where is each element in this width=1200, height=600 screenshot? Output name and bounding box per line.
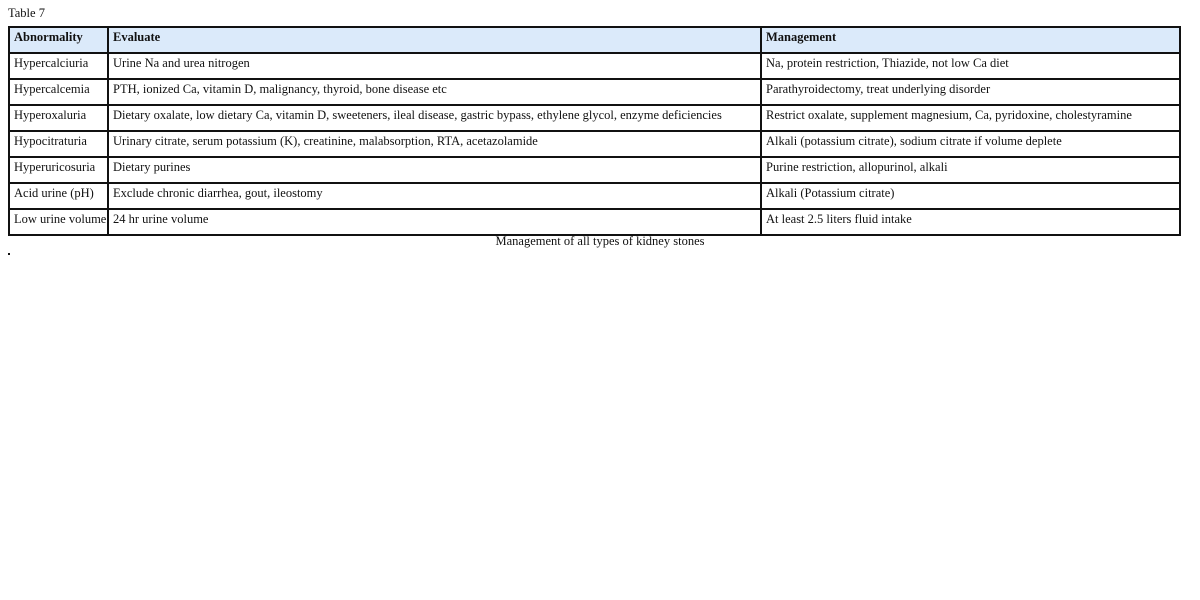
cell-abnormality: Hypercalcemia [9, 79, 108, 105]
cell-management: At least 2.5 liters fluid intake [761, 209, 1180, 235]
cell-abnormality: Hypercalciuria [9, 53, 108, 79]
cell-management: Na, protein restriction, Thiazide, not low Ca diet [761, 53, 1180, 79]
table-label: Table 7 [8, 6, 45, 20]
cell-evaluate: Dietary purines [108, 157, 761, 183]
cell-abnormality: Hyperuricosuria [9, 157, 108, 183]
table-row [9, 183, 1180, 209]
cell-management: Restrict oxalate, supplement magnesium, Ca, pyridoxine, cholestyramine [761, 105, 1180, 131]
kidney-stone-management-table [8, 26, 1181, 236]
cell-management: Parathyroidectomy, treat underlying disorder [761, 79, 1180, 105]
table-row [9, 79, 1180, 105]
cell-management: Alkali (potassium citrate), sodium citrate if volume deplete [761, 131, 1180, 157]
cell-evaluate: Urinary citrate, serum potassium (K), creatinine, malabsorption, RTA, acetazolamide [108, 131, 761, 157]
header-evaluate: Evaluate [108, 27, 761, 53]
table-row [9, 157, 1180, 183]
table-row [9, 209, 1180, 235]
cell-evaluate: PTH, ionized Ca, vitamin D, malignancy, thyroid, bone disease etc [108, 79, 761, 105]
table-row [9, 105, 1180, 131]
cell-abnormality: Hyperoxaluria [9, 105, 108, 131]
cell-evaluate: Urine Na and urea nitrogen [108, 53, 761, 79]
cell-evaluate: 24 hr urine volume [108, 209, 761, 235]
cell-abnormality: Acid urine (pH) [9, 183, 108, 209]
table-row [9, 53, 1180, 79]
cell-management: Alkali (Potassium citrate) [761, 183, 1180, 209]
table-row [9, 131, 1180, 157]
header-management: Management [761, 27, 1180, 53]
header-abnormality: Abnormality [9, 27, 108, 53]
cell-management: Purine restriction, allopurinol, alkali [761, 157, 1180, 183]
cell-abnormality: Hypocitraturia [9, 131, 108, 157]
cell-abnormality: Low urine volume [9, 209, 108, 235]
cell-evaluate: Exclude chronic diarrhea, gout, ileostomy [108, 183, 761, 209]
cell-evaluate: Dietary oxalate, low dietary Ca, vitamin D, sweeteners, ileal disease, gastric bypass, ethylene glycol, enzyme deficiencies [108, 105, 761, 131]
table-caption: Management of all types of kidney stones [495, 234, 705, 248]
stray-dot [8, 253, 10, 255]
table-header-row [9, 27, 1180, 53]
